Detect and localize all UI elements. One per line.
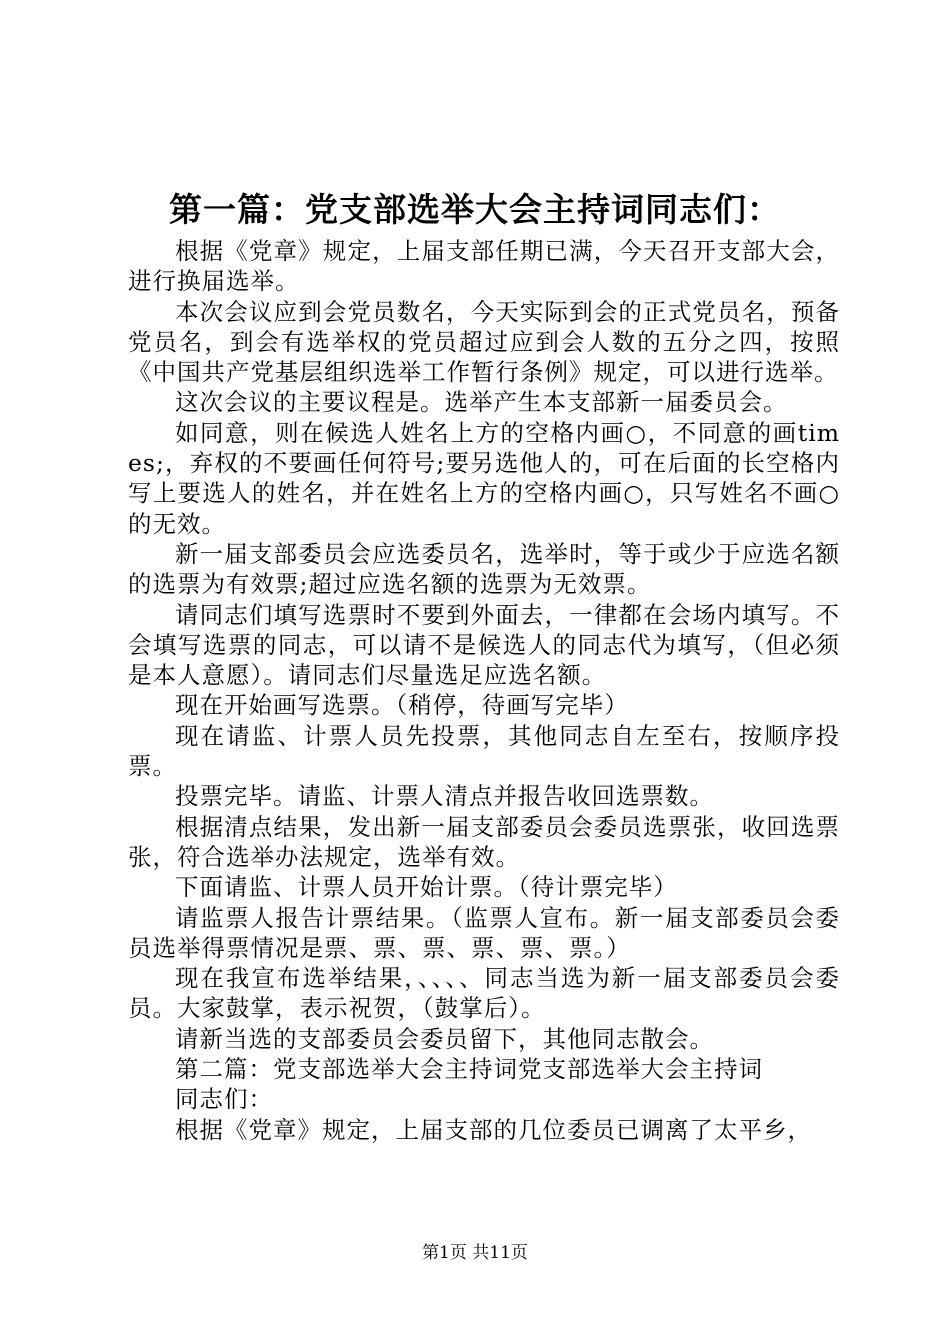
paragraph: 这次会议的主要议程是。选举产生本支部新一届委员会。 <box>175 388 788 417</box>
paragraph: 同志们： <box>175 1085 273 1114</box>
paragraph: 新一届支部委员会应选委员名，选举时，等于或少于应选名额的选票为有效票;超过应选名额的选票为无效票。 <box>128 539 840 599</box>
paragraph: 如同意，则在候选人姓名上方的空格内画○，不同意的画times;，弃权的不要画任何符号;要另选他人的，可在后面的长空格内写上要选人的姓名，并在姓名上方的空格内画○，只写姓名不画○的无效。 <box>128 418 840 538</box>
paragraph: 投票完毕。请监、计票人清点并报告收回选票数。 <box>175 782 714 811</box>
paragraph: 根据《党章》规定，上届支部任期已满，今天召开支部大会，进行换届选举。 <box>128 237 840 296</box>
paragraph: 本次会议应到会党员数名，今天实际到会的正式党员名，预备党员名，到会有选举权的党员超过应到会人数的五分之四，按照《中国共产党基层组织选举工作暂行条例》规定，可以进行选举。 <box>128 297 840 387</box>
paragraph: 根据《党章》规定，上届支部的几位委员已调离了太平乡， <box>175 1115 812 1144</box>
paragraph: 请监票人报告计票结果。（监票人宣布。新一届支部委员会委员选举得票情况是票、票、票、票、票、票。） <box>128 903 840 962</box>
paragraph: 根据清点结果，发出新一届支部委员会委员选票张，收回选票张，符合选举办法规定，选举有效。 <box>128 812 840 871</box>
page-footer: 第1页 共11页 <box>422 1243 528 1263</box>
paragraph: 下面请监、计票人员开始计票。（待计票完毕） <box>175 873 678 902</box>
paragraph: 请新当选的支部委员会委员留下，其他同志散会。 <box>175 1024 714 1053</box>
document-title: 第一篇：党支部选举大会主持词同志们： <box>169 190 781 229</box>
paragraph: 现在开始画写选票。（稍停，待画写完毕） <box>175 691 629 720</box>
paragraph: 第二篇：党支部选举大会主持词党支部选举大会主持词 <box>175 1055 763 1084</box>
paragraph: 请同志们填写选票时不要到外面去，一律都在会场内填写。不会填写选票的同志，可以请不是候选人的同志代为填写，（但必须是本人意愿）。请同志们尽量选足应选名额。 <box>128 600 840 690</box>
paragraph: 现在请监、计票人员先投票，其他同志自左至右，按顺序投票。 <box>128 721 840 781</box>
document-body <box>128 236 840 1145</box>
paragraph: 现在我宣布选举结果，、、、、同志当选为新一届支部委员会委员。大家鼓掌，表示祝贺，（鼓掌后）。 <box>128 964 840 1023</box>
